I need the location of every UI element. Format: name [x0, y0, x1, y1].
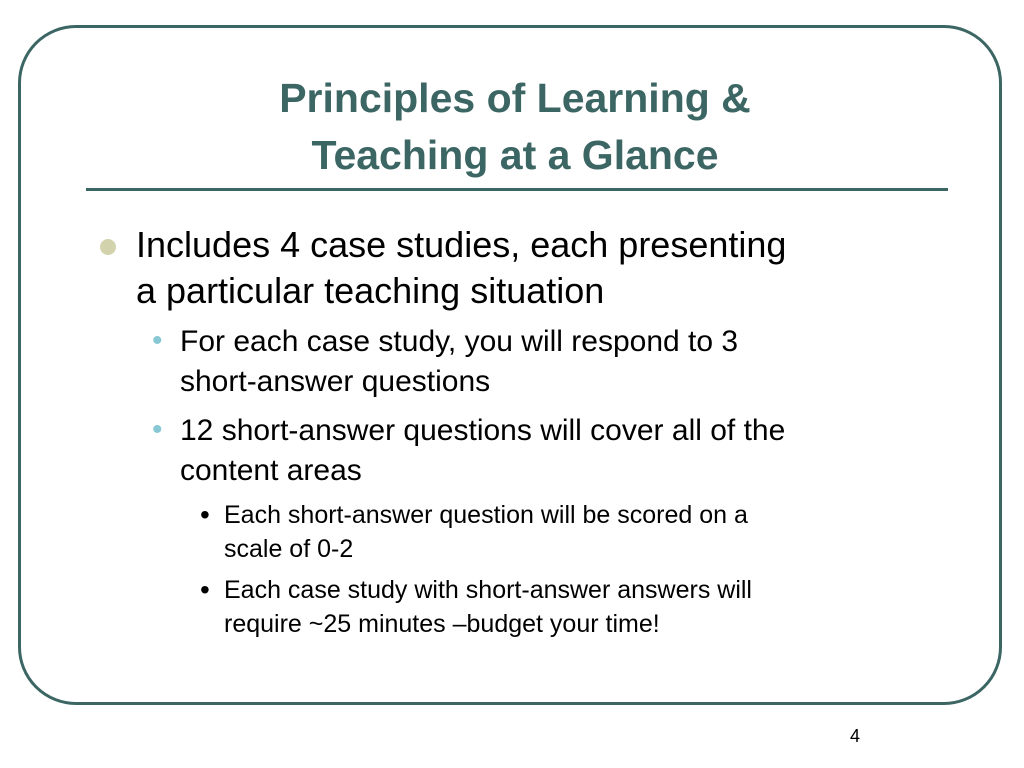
bullet-line: Each short-answer question will be scored on a	[224, 501, 748, 529]
bullet-icon: •	[200, 499, 210, 530]
bullet-line: require ~25 minutes –budget your time!	[224, 610, 660, 638]
bullet-line: For each case study, you will respond to 3	[180, 325, 739, 358]
bullet-text	[136, 222, 936, 314]
bullet-icon: •	[152, 413, 163, 446]
bullet-text	[224, 573, 914, 641]
round-bullet-icon	[100, 239, 116, 255]
bullet-text	[224, 498, 914, 566]
bullet-line: Each case study with short-answer answers will	[224, 576, 752, 604]
bullet-line: scale of 0-2	[224, 535, 354, 563]
slide-title-line-1: Principles of Learning &	[279, 75, 751, 121]
slide-title	[90, 70, 940, 184]
title-divider	[86, 188, 948, 191]
bullet-text	[180, 411, 940, 491]
bullet-icon: •	[152, 324, 163, 357]
bullet-line: Includes 4 case studies, each presenting	[136, 224, 787, 265]
bullet-icon: •	[200, 574, 210, 605]
slide-title-line-2: Teaching at a Glance	[311, 132, 719, 178]
bullet-line: a particular teaching situation	[136, 270, 605, 311]
bullet-line: 12 short-answer questions will cover all of the	[180, 414, 786, 447]
bullet-line: content areas	[180, 454, 362, 487]
bullet-text	[180, 322, 940, 402]
page-number: 4	[850, 726, 861, 746]
bullet-line: short-answer questions	[180, 365, 491, 398]
